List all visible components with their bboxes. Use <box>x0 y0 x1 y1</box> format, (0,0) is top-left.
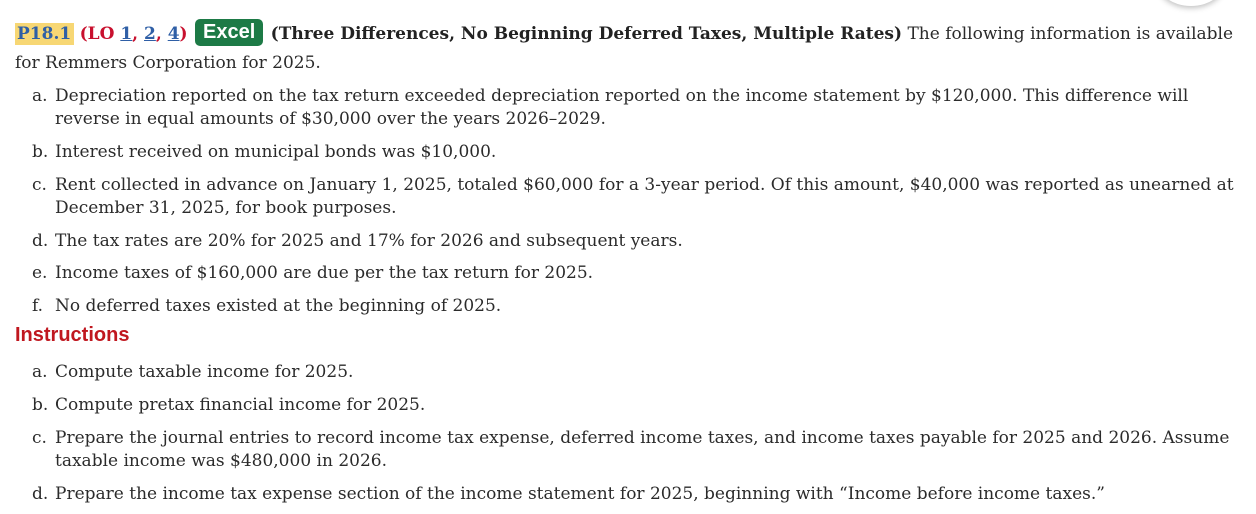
lo-link-4[interactable]: 4 <box>167 24 180 44</box>
instruction-text: Prepare the journal entries to record income tax expense, deferred income taxes, and income taxes payable for 2025 and 2026. Assume taxable income was $480,000 in 2026. <box>55 428 1230 471</box>
instruction-item <box>32 483 1245 506</box>
instruction-label: a. <box>32 362 48 382</box>
instruction-label: c. <box>32 428 47 448</box>
lo-close: ) <box>179 24 188 44</box>
instruction-item <box>32 427 1245 473</box>
instruction-item <box>32 394 1245 417</box>
fact-label: a. <box>32 86 48 106</box>
instruction-text: Prepare the income tax expense section of the income statement for 2025, beginning with “Income before income taxes.” <box>55 484 1105 504</box>
instructions-heading: Instructions <box>15 324 130 346</box>
problem-number: P18.1 <box>15 23 74 45</box>
fact-item <box>32 230 1245 253</box>
lo-link-1[interactable]: 1 <box>120 24 133 44</box>
instruction-text: Compute pretax financial income for 2025. <box>55 395 426 415</box>
fact-label: d. <box>32 231 49 251</box>
instruction-item <box>32 361 1245 384</box>
fact-text: The tax rates are 20% for 2025 and 17% for 2026 and subsequent years. <box>55 231 683 251</box>
problem-title: (Three Differences, No Beginning Deferred Taxes, Multiple Rates) <box>270 24 903 44</box>
fact-item <box>32 174 1245 220</box>
lo-open: (LO <box>79 24 121 44</box>
fact-item <box>32 85 1245 131</box>
fact-label: e. <box>32 263 48 283</box>
instruction-label: d. <box>32 484 49 504</box>
fact-label: c. <box>32 175 47 195</box>
excel-badge: Excel <box>195 19 263 46</box>
fact-text: No deferred taxes existed at the beginning of 2025. <box>55 296 502 316</box>
lo-sep-2: , <box>155 24 168 44</box>
fact-text: Rent collected in advance on January 1, 2025, totaled $60,000 for a 3-year period. Of this amount, $40,000 was reported as unearned at December 31, 2025, for book purposes. <box>55 175 1234 218</box>
fact-item <box>32 141 1245 164</box>
instruction-text: Compute taxable income for 2025. <box>55 362 354 382</box>
fact-item <box>32 295 1245 318</box>
fact-label: f. <box>32 296 44 316</box>
fact-text: Depreciation reported on the tax return exceeded depreciation reported on the income statement by $120,000. This difference will reverse in equal amounts of $30,000 over the years 2026–2029. <box>55 86 1189 129</box>
lo-sep-1: , <box>132 24 145 44</box>
fact-item <box>32 262 1245 285</box>
problem-intro: The following information is available for Remmers Corporation for 2025. <box>15 24 1234 73</box>
fact-label: b. <box>32 142 49 162</box>
lo-link-2[interactable]: 2 <box>144 24 156 44</box>
problem-header <box>15 19 1240 78</box>
instruction-label: b. <box>32 395 49 415</box>
corner-circle-decoration <box>1156 0 1226 6</box>
fact-text: Income taxes of $160,000 are due per the tax return for 2025. <box>55 263 594 283</box>
fact-text: Interest received on municipal bonds was $10,000. <box>55 142 497 162</box>
learning-objectives <box>80 24 188 44</box>
